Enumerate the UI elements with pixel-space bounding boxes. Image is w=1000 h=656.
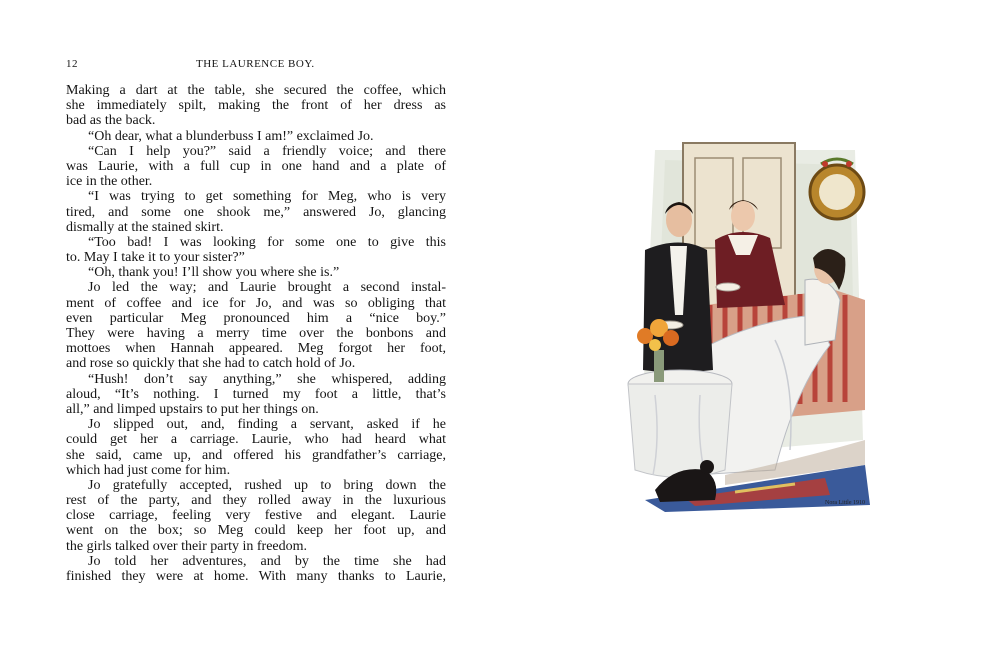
text-line: all,” and limped upstairs to put her things on. <box>66 401 319 417</box>
text-line: Jo slipped out, and, finding a servant, asked if he <box>88 417 446 433</box>
text-line: the girls talked over their party in freedom. <box>66 538 308 554</box>
text-line: even particular Meg pronounced him a “nice boy.” <box>66 310 446 326</box>
text-line: “Hush! don’t say anything,” she whispered, adding <box>88 371 446 387</box>
text-line: ment of coffee and ice for Jo, and was so obliging that <box>66 295 446 311</box>
text-line: dismally at the stained skirt. <box>66 219 224 235</box>
text-line: finished they were at home. With many thanks to Laurie, <box>66 569 446 584</box>
text-line: tired, and some one shook me,” answered Jo, glancing <box>66 204 446 220</box>
text-line: she said, came up, and offered his grandfather’s carriage, <box>66 447 446 463</box>
text-line: Making a dart at the table, she secured the coffee, which <box>66 83 446 98</box>
text-line: Jo gratefully accepted, rushed up to bring down the <box>88 477 446 493</box>
text-line: “Too bad! I was looking for some one to give this <box>88 234 446 250</box>
text-line: bad as the back. <box>66 113 156 129</box>
text-line: “Can I help you?” said a friendly voice; and there <box>88 143 446 159</box>
text-line: mottoes when Hannah appeared. Meg forgot her foot, <box>66 341 446 357</box>
page-number: 12 <box>66 58 78 70</box>
text-line: close carriage, feeling very festive and elegant. Laurie <box>66 508 446 524</box>
text-line: Jo told her adventures, and by the time she had <box>88 553 446 569</box>
text-line: “Oh, thank you! I’ll show you where she is.” <box>88 265 340 281</box>
text-line: which had just come for him. <box>66 462 231 478</box>
body-text <box>66 83 446 584</box>
text-line: was Laurie, with a full cup in one hand and a plate of <box>66 158 446 174</box>
illustration-image <box>625 140 870 512</box>
text-line: “Oh dear, what a blunderbuss I am!” exclaimed Jo. <box>88 128 374 144</box>
text-line: Jo led the way; and Laurie brought a second instal- <box>88 280 446 296</box>
text-line: and rose so quickly that she had to catch hold of Jo. <box>66 356 356 372</box>
illustration-signature: Nora Little 1910 <box>825 500 865 506</box>
text-line: rest of the party, and they rolled away in the luxurious <box>66 493 446 509</box>
text-line: “I was trying to get something for Meg, who is very <box>88 189 446 205</box>
running-head <box>66 58 448 74</box>
text-line: could get her a carriage. Laurie, who had heard what <box>66 432 446 448</box>
chapter-title: THE LAURENCE BOY. <box>196 58 315 70</box>
text-line: she immediately spilt, making the front of her dress as <box>66 98 446 114</box>
text-line: ice in the other. <box>66 174 153 190</box>
text-line: went on the box; so Meg could keep her foot up, and <box>66 523 446 539</box>
text-line: They were having a merry time over the bonbons and <box>66 326 446 341</box>
text-line: aloud, “It’s nothing. I turned my foot a little, that’s <box>66 386 446 402</box>
text-line: to. May I take it to your sister?” <box>66 250 245 266</box>
illustration <box>625 140 870 512</box>
